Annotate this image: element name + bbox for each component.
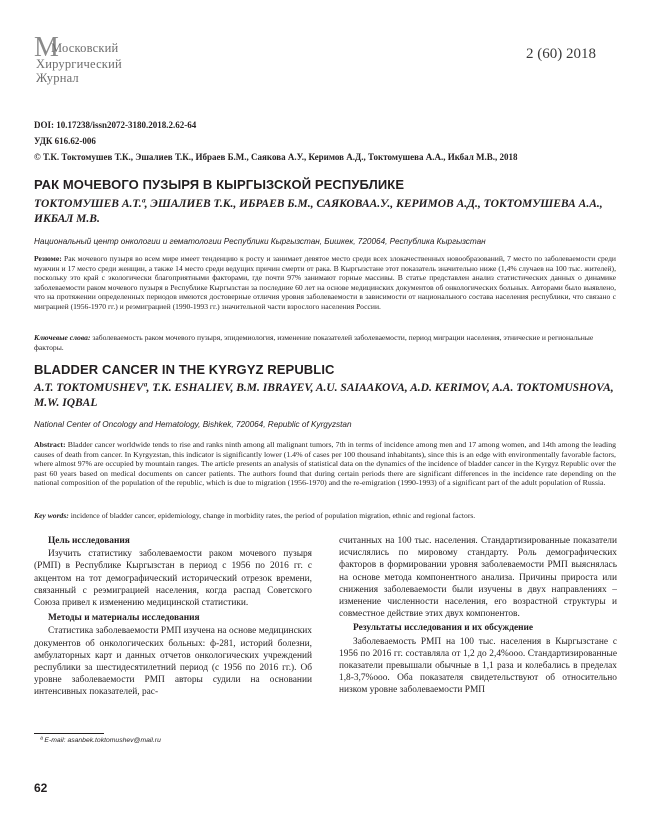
keywords-en-label: Key words:	[34, 511, 69, 520]
page-number: 62	[34, 781, 48, 795]
abstract-en-text: Bladder cancer worldwide tends to rise and ranks ninth among all malignant tumors, 7th in terms of incidence among men and 17 among women, and 14th among the leading causes of death from cancer. In Kyrgyzstan, this indicator is significantly lower (1.4% of cases per 100 thousand inhabitants), since this is an edge with environmentally favorable factors, where almost 97% are occupied by mountain ranges. The article presents an analysis of statistical data on the dynamics of the incidence of bladder cancer in the Kyrgyz Republic over the past 60 years based on medical documents on cancer patients. The authors found that during certain periods there are significant differences in the incidence rate depending on the national composition of the population of the republic, which is due to migration (1956-1970) and the re-emigration (1990-1993) of a significant part of the adult population of Russia.	[34, 440, 616, 488]
abstract-ru-label: Резюме:	[34, 254, 62, 263]
keywords-ru-label: Ключевые слова:	[34, 333, 91, 342]
keywords-en	[34, 511, 616, 521]
affiliation-en: National Center of Oncology and Hematology, Bishkek, 720064, Republic of Kyrgyzstan	[34, 420, 352, 429]
title-ru: РАК МОЧЕВОГО ПУЗЫРЯ В КЫРГЫЗСКОЙ РЕСПУБЛИКЕ	[34, 177, 405, 192]
abstract-en	[34, 440, 616, 488]
results-text: Заболеваемость РМП на 100 тыс. населения в Кыргызстане с 1956 по 2016 гг. составляла от 1,2 до 2,4%ooo. Стандартизированные показатели превышали обычные в 1,1 раза и колебались в пределах 1,8-3,7%ooo. Оба показателя свидетельствуют об относительно низком уровне заболеваемости РМП	[339, 636, 617, 696]
aim-text: Изучить статистику заболеваемости раком мочевого пузыря (РМП) в Республике Кыргызстан в период с 1956 по 2016 гг. с акцентом на тот демографический исторический отрезок времени, связанный с реэмиграцией населения, когда распад Советского Союза привел к изменению медицинской статистики.	[34, 549, 312, 609]
abstract-ru	[34, 254, 616, 312]
copyright: © Т.К. Токтомушев Т.К., Эшалиев Т.К., Ибраев Б.М., Саякова А.У., Керимов А.Д., Токтомушева А.А., Икбал М.В., 2018	[34, 152, 518, 162]
methods-heading: Методы и материалы исследования	[48, 613, 200, 624]
keywords-en-text: incidence of bladder cancer, epidemiology, change in morbidity rates, the period of population migration, ethnic and regional factors.	[68, 511, 476, 520]
authors-ru: ТОКТОМУШЕВ А.Т.ª, ЭШАЛИЕВ Т.К., ИБРАЕВ Б.М., САЯКОВАА.У., КЕРИМОВ А.Д., ТОКТОМУШЕВА А.А., ИКБАЛ М.В.	[34, 198, 603, 225]
abstract-ru-text: Рак мочевого пузыря во всем мире имеет тенденцию к росту и занимает девятое место среди всех злокачественных новообразований, 7 место по заболеваемости среди мужчин и 17 место среди женщин, а также 14 место среди ведущих причин смерти от рака. В Кыргызстане этот показатель значительно ниже (1,4% случаев на 100 тыс. жителей), поскольку это край с экологически благоприятными факторами, где почти 97% занимают горные массивы. В статье представлен анализ статистических данных о динамике заболеваемости раком мочевого пузыря в Республике Кыргызстан за последние 60 лет на основе медицинских документов об онкологических больных. Авторами было выявлено, что на протяжении определенных периодов имеются достоверные отличия уровня заболеваемости в зависимости от национального состава населения республики, что связано с миграцией (1956-1970 гг.) и реэмиграцией (1990-1993 гг.) значительной части взрослого населения России.	[34, 254, 616, 311]
doi: DOI: 10.17238/issn2072-3180.2018.2.62-64	[34, 120, 197, 130]
journal-logo	[34, 34, 174, 84]
logo-line-3: Журнал	[36, 71, 79, 85]
aim-heading: Цель исследования	[48, 536, 130, 546]
title-en: BLADDER CANCER IN THE KYRGYZ REPUBLIC	[34, 362, 335, 377]
keywords-ru	[34, 333, 616, 352]
logo-line-1: Московский	[51, 41, 119, 55]
udk: УДК 616.62-006	[34, 136, 96, 146]
issue-number: 2 (60) 2018	[526, 46, 596, 62]
keywords-ru-text: заболеваемость раком мочевого пузыря, эпидемиология, изменение показателей заболеваемости, период миграции населения, этнические и региональные факторы.	[34, 333, 594, 352]
abstract-en-label: Abstract:	[34, 440, 66, 449]
methods-text: Статистика заболеваемости РМП изучена на основе медицинских документов об онкологических больных: ф-281, историй болезни, амбулаторных карт и данных отчетов онкологических учреждений республики за шестидесятилетний период (с 1956 по 2016 гг.). Об уровне заболеваемости РМП авторы судили на основании интенсивных показателей, рас-	[34, 626, 312, 698]
affiliation-ru: Национальный центр онкологии и гематологии Республики Кыргызстан, Бишкек, 720064, Республика Кыргызстан	[34, 237, 486, 246]
footnote-rule	[34, 733, 104, 734]
logo-line-2: Хирургический	[36, 57, 122, 71]
footnote-email: ª E-mail: asanbek.toktomushev@mail.ru	[40, 737, 161, 744]
body-left-column	[34, 535, 312, 699]
logo-letter-m: М	[34, 32, 59, 63]
body-right-column	[339, 535, 617, 697]
authors-en: A.T. TOKTOMUSHEVª, T.K. ESHALIEV, B.M. IBRAYEV, A.U. SAIAAKOVA, A.D. KERIMOV, A.A. TOKTOMUSHOVA, M.W. IQBAL	[34, 382, 614, 409]
results-heading: Результаты исследования и их обсуждение	[353, 623, 534, 634]
methods-continued: считанных на 100 тыс. населения. Стандартизированные показатели исчислялись по мировому стандарту. Роль демографических факторов в формировании уровня заболеваемости РМП выяснялась на основе метода компонентного анализа. Причины прироста или снижения заболеваемости были изучены в двух направлениях – изменение численности населения, его возрастной структуры и совместное действие этих двух компонентов.	[339, 536, 617, 620]
